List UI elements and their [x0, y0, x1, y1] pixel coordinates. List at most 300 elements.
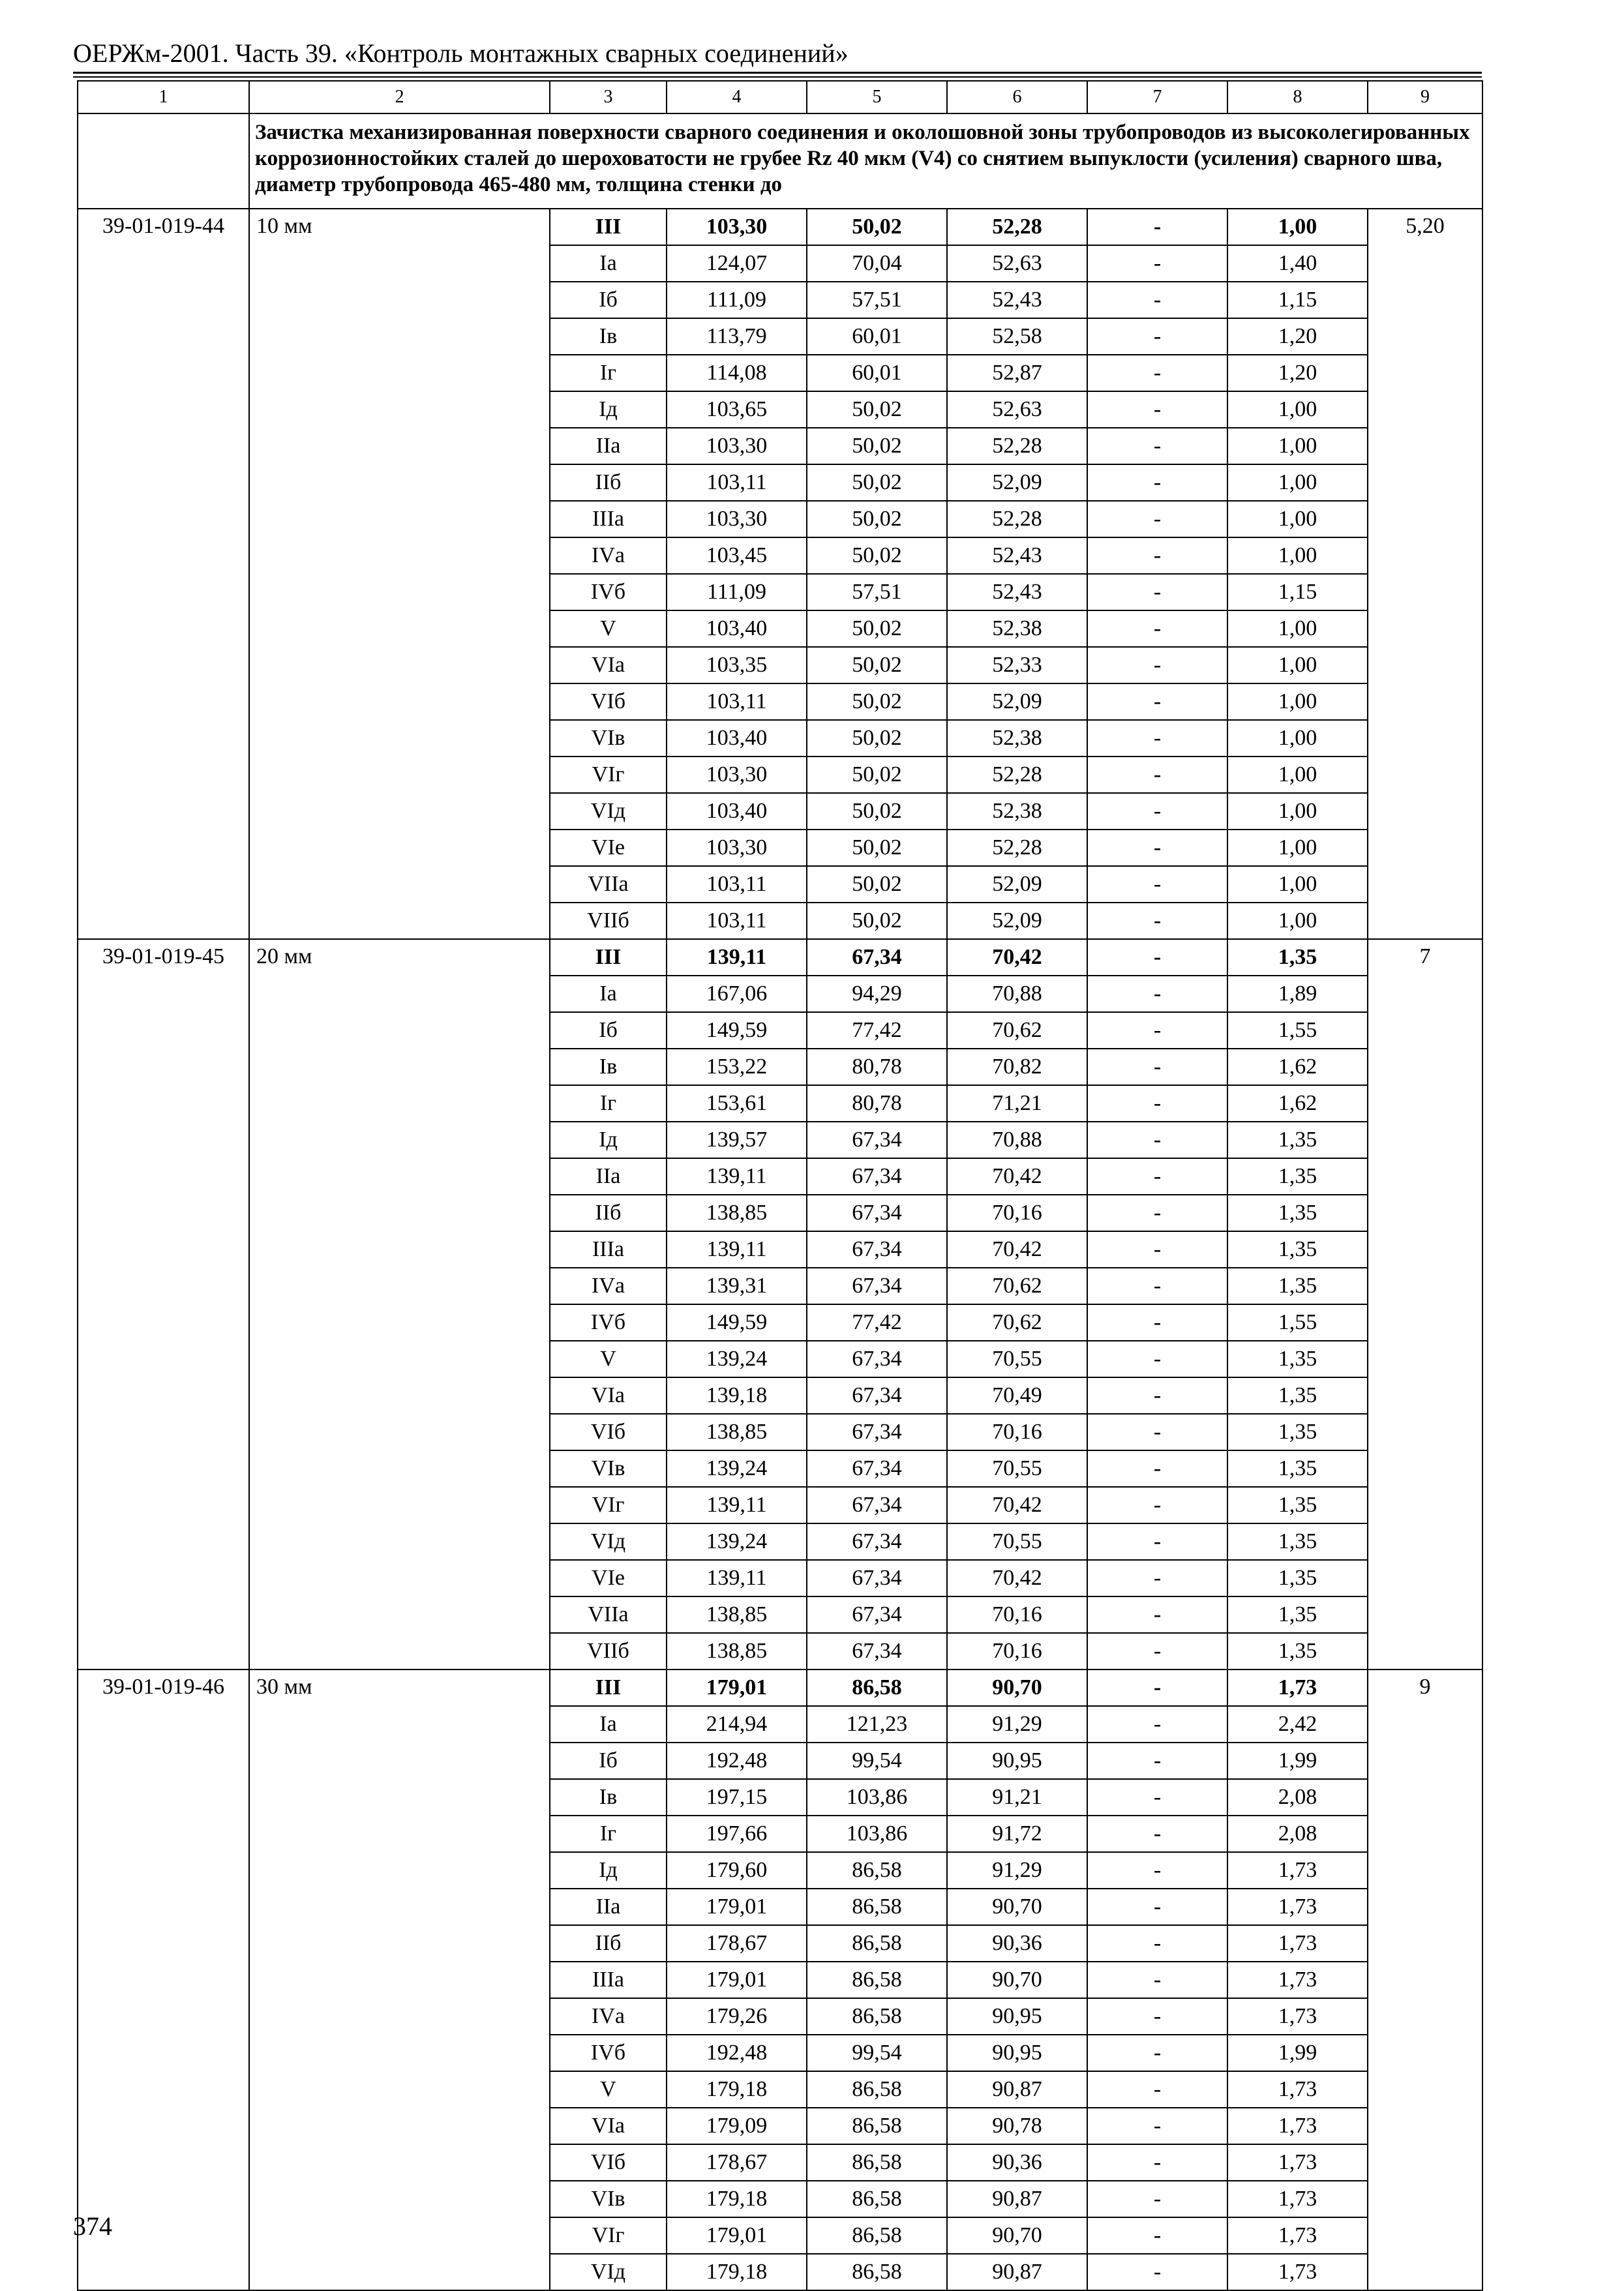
value-col4: 114,08 [667, 355, 807, 391]
zone-cell: IIа [550, 1158, 667, 1195]
value-col6: 70,42 [947, 1487, 1087, 1523]
zone-cell: IIIа [550, 1231, 667, 1268]
value-col6: 70,42 [947, 1560, 1087, 1596]
value-col8: 1,73 [1227, 1925, 1368, 1962]
value-col7: - [1087, 1633, 1227, 1670]
section-title-spacer [78, 113, 249, 209]
value-col8: 1,00 [1227, 428, 1368, 464]
value-col5: 70,04 [807, 245, 947, 282]
zone-cell: Iб [550, 1012, 667, 1049]
norms-table [77, 80, 1483, 2291]
value-col4: 103,40 [667, 610, 807, 647]
value-col8: 1,00 [1227, 391, 1368, 428]
value-col7: - [1087, 1268, 1227, 1304]
value-col7: - [1087, 976, 1227, 1012]
value-col4: 103,40 [667, 720, 807, 756]
value-col5: 60,01 [807, 318, 947, 355]
value-col4: 139,18 [667, 1377, 807, 1414]
value-col5: 67,34 [807, 939, 947, 976]
value-col8: 1,73 [1227, 1670, 1368, 1706]
value-col6: 52,09 [947, 866, 1087, 903]
value-col8: 1,55 [1227, 1304, 1368, 1341]
value-col7: - [1087, 428, 1227, 464]
table-row [78, 1670, 1482, 1706]
value-col4: 103,35 [667, 647, 807, 683]
value-col5: 67,34 [807, 1341, 947, 1377]
value-col4: 139,24 [667, 1341, 807, 1377]
value-col7: - [1087, 1122, 1227, 1158]
value-col8: 1,00 [1227, 647, 1368, 683]
wall-thickness: 10 мм [249, 209, 550, 939]
zone-cell: Iа [550, 1706, 667, 1743]
value-col4: 179,09 [667, 2108, 807, 2144]
value-col7: - [1087, 1670, 1227, 1706]
value-col7: - [1087, 209, 1227, 245]
value-col4: 139,24 [667, 1450, 807, 1487]
zone-cell: IVб [550, 1304, 667, 1341]
value-col6: 70,42 [947, 1231, 1087, 1268]
column-number: 3 [550, 81, 667, 113]
zone-cell: IVа [550, 1268, 667, 1304]
value-col6: 70,82 [947, 1049, 1087, 1085]
value-col6: 52,33 [947, 647, 1087, 683]
value-col6: 91,72 [947, 1816, 1087, 1852]
zone-cell: Iг [550, 355, 667, 391]
zone-cell: V [550, 610, 667, 647]
value-col4: 139,24 [667, 1523, 807, 1560]
value-col5: 99,54 [807, 1743, 947, 1779]
value-col4: 179,26 [667, 1998, 807, 2035]
value-col7: - [1087, 2071, 1227, 2108]
value-col5: 86,58 [807, 1670, 947, 1706]
value-col6: 90,36 [947, 2144, 1087, 2181]
value-col9: 5,20 [1368, 209, 1482, 939]
column-number: 9 [1368, 81, 1482, 113]
value-col6: 70,88 [947, 976, 1087, 1012]
value-col4: 103,11 [667, 683, 807, 720]
value-col8: 1,73 [1227, 2071, 1368, 2108]
value-col8: 2,08 [1227, 1779, 1368, 1816]
value-col5: 121,23 [807, 1706, 947, 1743]
value-col7: - [1087, 1998, 1227, 2035]
value-col8: 1,62 [1227, 1049, 1368, 1085]
value-col7: - [1087, 1816, 1227, 1852]
value-col8: 1,35 [1227, 1523, 1368, 1560]
value-col7: - [1087, 1085, 1227, 1122]
value-col7: - [1087, 282, 1227, 318]
value-col8: 1,55 [1227, 1012, 1368, 1049]
value-col7: - [1087, 1852, 1227, 1889]
zone-cell: Iв [550, 1779, 667, 1816]
value-col4: 153,22 [667, 1049, 807, 1085]
value-col7: - [1087, 355, 1227, 391]
value-col8: 1,35 [1227, 1231, 1368, 1268]
value-col6: 52,28 [947, 756, 1087, 793]
value-col4: 197,15 [667, 1779, 807, 1816]
zone-cell: IIб [550, 1195, 667, 1231]
value-col6: 52,43 [947, 574, 1087, 610]
zone-cell: Iб [550, 1743, 667, 1779]
zone-cell: IIа [550, 428, 667, 464]
value-col8: 1,00 [1227, 610, 1368, 647]
value-col5: 57,51 [807, 282, 947, 318]
value-col7: - [1087, 1962, 1227, 1998]
value-col7: - [1087, 2217, 1227, 2254]
value-col5: 50,02 [807, 683, 947, 720]
zone-cell: IVа [550, 537, 667, 574]
value-col5: 86,58 [807, 1998, 947, 2035]
value-col6: 52,28 [947, 830, 1087, 866]
running-header: ОЕРЖм-2001. Часть 39. «Контроль монтажных сварных соединений» [73, 38, 849, 68]
value-col7: - [1087, 464, 1227, 501]
value-col8: 1,35 [1227, 939, 1368, 976]
value-col6: 70,16 [947, 1414, 1087, 1450]
value-col8: 1,00 [1227, 756, 1368, 793]
value-col4: 113,79 [667, 318, 807, 355]
value-col4: 179,18 [667, 2254, 807, 2290]
value-col6: 91,29 [947, 1706, 1087, 1743]
value-col7: - [1087, 1304, 1227, 1341]
value-col8: 1,35 [1227, 1450, 1368, 1487]
value-col6: 52,63 [947, 391, 1087, 428]
table-row [78, 939, 1482, 976]
value-col8: 1,62 [1227, 1085, 1368, 1122]
value-col4: 179,01 [667, 1889, 807, 1925]
zone-cell: VIб [550, 2144, 667, 2181]
zone-cell: IIа [550, 1889, 667, 1925]
page-number: 374 [73, 2211, 112, 2241]
zone-cell: VIе [550, 830, 667, 866]
value-col5: 99,54 [807, 2035, 947, 2071]
header-rule [73, 72, 1482, 74]
value-col5: 50,02 [807, 501, 947, 537]
zone-cell: VIб [550, 1414, 667, 1450]
value-col4: 214,94 [667, 1706, 807, 1743]
value-col5: 103,86 [807, 1779, 947, 1816]
value-col4: 138,85 [667, 1596, 807, 1633]
zone-cell: VIг [550, 756, 667, 793]
zone-cell: VIд [550, 2254, 667, 2290]
value-col7: - [1087, 756, 1227, 793]
zone-cell: VIд [550, 793, 667, 830]
value-col6: 70,49 [947, 1377, 1087, 1414]
value-col8: 1,73 [1227, 2108, 1368, 2144]
value-col8: 1,20 [1227, 355, 1368, 391]
value-col9: 9 [1368, 1670, 1482, 2290]
zone-cell: Iд [550, 391, 667, 428]
value-col4: 103,45 [667, 537, 807, 574]
value-col6: 70,42 [947, 939, 1087, 976]
zone-cell: VIв [550, 2181, 667, 2217]
value-col8: 1,00 [1227, 683, 1368, 720]
value-col4: 153,61 [667, 1085, 807, 1122]
value-col8: 1,73 [1227, 1889, 1368, 1925]
zone-cell: III [550, 1670, 667, 1706]
value-col5: 67,34 [807, 1122, 947, 1158]
value-col5: 86,58 [807, 1925, 947, 1962]
value-col8: 1,73 [1227, 1998, 1368, 2035]
value-col6: 52,09 [947, 903, 1087, 939]
value-col6: 90,87 [947, 2254, 1087, 2290]
value-col4: 197,66 [667, 1816, 807, 1852]
value-col7: - [1087, 1377, 1227, 1414]
value-col4: 149,59 [667, 1304, 807, 1341]
value-col7: - [1087, 1231, 1227, 1268]
value-col5: 77,42 [807, 1012, 947, 1049]
value-col8: 1,00 [1227, 720, 1368, 756]
value-col6: 52,63 [947, 245, 1087, 282]
value-col5: 86,58 [807, 2181, 947, 2217]
value-col6: 70,62 [947, 1012, 1087, 1049]
value-col7: - [1087, 1925, 1227, 1962]
value-col7: - [1087, 1341, 1227, 1377]
value-col8: 1,00 [1227, 866, 1368, 903]
value-col5: 50,02 [807, 720, 947, 756]
value-col4: 178,67 [667, 2144, 807, 2181]
column-number: 4 [667, 81, 807, 113]
zone-cell: IVа [550, 1998, 667, 2035]
value-col7: - [1087, 1560, 1227, 1596]
section-title: Зачистка механизированная поверхности сварного соединения и околошовной зоны трубопроводов из высоколегированных коррозионностойких сталей до шероховатости не грубее Rz 40 мкм (V4) со снятием выпуклости (усиления) сварного шва, диаметр трубопровода 465-480 мм, толщина стенки до [249, 113, 1482, 209]
column-number: 7 [1087, 81, 1227, 113]
zone-cell: V [550, 2071, 667, 2108]
value-col4: 192,48 [667, 1743, 807, 1779]
value-col7: - [1087, 793, 1227, 830]
value-col8: 1,73 [1227, 2144, 1368, 2181]
zone-cell: IIIа [550, 501, 667, 537]
value-col7: - [1087, 1414, 1227, 1450]
value-col5: 50,02 [807, 537, 947, 574]
value-col8: 1,00 [1227, 793, 1368, 830]
value-col4: 103,30 [667, 501, 807, 537]
value-col8: 1,35 [1227, 1560, 1368, 1596]
value-col7: - [1087, 391, 1227, 428]
value-col4: 139,11 [667, 1560, 807, 1596]
value-col6: 52,38 [947, 720, 1087, 756]
value-col8: 1,35 [1227, 1122, 1368, 1158]
value-col5: 67,34 [807, 1195, 947, 1231]
value-col7: - [1087, 2144, 1227, 2181]
column-number-row [78, 81, 1482, 113]
value-col6: 52,43 [947, 537, 1087, 574]
value-col6: 70,55 [947, 1341, 1087, 1377]
zone-cell: VIIа [550, 1596, 667, 1633]
value-col8: 1,73 [1227, 2254, 1368, 2290]
value-col5: 50,02 [807, 793, 947, 830]
value-col5: 67,34 [807, 1633, 947, 1670]
value-col8: 1,35 [1227, 1195, 1368, 1231]
value-col5: 67,34 [807, 1596, 947, 1633]
value-col6: 52,28 [947, 209, 1087, 245]
value-col4: 124,07 [667, 245, 807, 282]
value-col4: 139,11 [667, 939, 807, 976]
zone-cell: VIIб [550, 903, 667, 939]
value-col6: 70,55 [947, 1450, 1087, 1487]
value-col5: 67,34 [807, 1523, 947, 1560]
value-col5: 50,02 [807, 391, 947, 428]
value-col7: - [1087, 866, 1227, 903]
value-col6: 90,95 [947, 1743, 1087, 1779]
value-col5: 86,58 [807, 2144, 947, 2181]
value-col4: 103,40 [667, 793, 807, 830]
value-col7: - [1087, 2108, 1227, 2144]
value-col4: 139,57 [667, 1122, 807, 1158]
value-col7: - [1087, 610, 1227, 647]
value-col7: - [1087, 1195, 1227, 1231]
value-col7: - [1087, 2254, 1227, 2290]
value-col5: 50,02 [807, 428, 947, 464]
value-col4: 179,01 [667, 2217, 807, 2254]
value-col5: 67,34 [807, 1158, 947, 1195]
value-col8: 1,35 [1227, 1268, 1368, 1304]
zone-cell: IVб [550, 2035, 667, 2071]
value-col8: 1,35 [1227, 1158, 1368, 1195]
value-col8: 1,73 [1227, 1852, 1368, 1889]
value-col8: 1,00 [1227, 903, 1368, 939]
value-col5: 50,02 [807, 209, 947, 245]
zone-cell: VIIб [550, 1633, 667, 1670]
value-col8: 1,00 [1227, 209, 1368, 245]
value-col5: 50,02 [807, 830, 947, 866]
value-col5: 86,58 [807, 1889, 947, 1925]
rate-code: 39-01-019-44 [78, 209, 249, 939]
value-col4: 138,85 [667, 1414, 807, 1450]
value-col5: 67,34 [807, 1231, 947, 1268]
value-col8: 1,99 [1227, 1743, 1368, 1779]
value-col7: - [1087, 245, 1227, 282]
value-col7: - [1087, 830, 1227, 866]
value-col9: 7 [1368, 939, 1482, 1670]
value-col6: 70,55 [947, 1523, 1087, 1560]
value-col8: 1,35 [1227, 1377, 1368, 1414]
zone-cell: VIIа [550, 866, 667, 903]
value-col4: 103,30 [667, 209, 807, 245]
value-col7: - [1087, 2181, 1227, 2217]
value-col7: - [1087, 647, 1227, 683]
value-col8: 1,73 [1227, 2181, 1368, 2217]
value-col4: 178,67 [667, 1925, 807, 1962]
zone-cell: IIIа [550, 1962, 667, 1998]
column-number: 2 [249, 81, 550, 113]
value-col7: - [1087, 1049, 1227, 1085]
value-col5: 67,34 [807, 1377, 947, 1414]
value-col4: 103,65 [667, 391, 807, 428]
value-col6: 52,09 [947, 464, 1087, 501]
value-col6: 52,38 [947, 793, 1087, 830]
value-col4: 103,30 [667, 830, 807, 866]
value-col8: 1,73 [1227, 2217, 1368, 2254]
value-col5: 94,29 [807, 976, 947, 1012]
value-col6: 90,70 [947, 2217, 1087, 2254]
value-col6: 52,38 [947, 610, 1087, 647]
value-col5: 67,34 [807, 1487, 947, 1523]
value-col5: 50,02 [807, 866, 947, 903]
value-col4: 139,11 [667, 1231, 807, 1268]
value-col4: 179,01 [667, 1962, 807, 1998]
zone-cell: IVб [550, 574, 667, 610]
value-col7: - [1087, 1523, 1227, 1560]
value-col5: 86,58 [807, 2071, 947, 2108]
value-col7: - [1087, 501, 1227, 537]
section-title-row [78, 113, 1482, 209]
value-col6: 70,16 [947, 1596, 1087, 1633]
value-col8: 1,35 [1227, 1341, 1368, 1377]
value-col5: 67,34 [807, 1560, 947, 1596]
value-col5: 50,02 [807, 464, 947, 501]
value-col7: - [1087, 1487, 1227, 1523]
value-col7: - [1087, 683, 1227, 720]
value-col7: - [1087, 1889, 1227, 1925]
zone-cell: Iг [550, 1085, 667, 1122]
value-col5: 67,34 [807, 1268, 947, 1304]
rate-code: 39-01-019-45 [78, 939, 249, 1670]
zone-cell: Iд [550, 1122, 667, 1158]
value-col5: 60,01 [807, 355, 947, 391]
zone-cell: VIв [550, 720, 667, 756]
value-col8: 1,20 [1227, 318, 1368, 355]
zone-cell: Iб [550, 282, 667, 318]
value-col8: 1,15 [1227, 282, 1368, 318]
zone-cell: VIа [550, 2108, 667, 2144]
value-col4: 103,30 [667, 428, 807, 464]
value-col7: - [1087, 720, 1227, 756]
value-col4: 103,30 [667, 756, 807, 793]
zone-cell: IIб [550, 1925, 667, 1962]
value-col5: 103,86 [807, 1816, 947, 1852]
value-col4: 192,48 [667, 2035, 807, 2071]
value-col4: 149,59 [667, 1012, 807, 1049]
value-col8: 1,00 [1227, 464, 1368, 501]
value-col5: 86,58 [807, 2108, 947, 2144]
value-col6: 52,43 [947, 282, 1087, 318]
value-col6: 90,36 [947, 1925, 1087, 1962]
zone-cell: VIа [550, 1377, 667, 1414]
value-col5: 80,78 [807, 1085, 947, 1122]
zone-cell: VIг [550, 1487, 667, 1523]
value-col4: 167,06 [667, 976, 807, 1012]
value-col8: 1,00 [1227, 830, 1368, 866]
value-col5: 86,58 [807, 2254, 947, 2290]
value-col6: 90,70 [947, 1962, 1087, 1998]
value-col6: 91,21 [947, 1779, 1087, 1816]
value-col5: 86,58 [807, 2217, 947, 2254]
zone-cell: III [550, 209, 667, 245]
value-col6: 90,87 [947, 2181, 1087, 2217]
zone-cell: VIб [550, 683, 667, 720]
value-col5: 67,34 [807, 1450, 947, 1487]
header-rule-thin [73, 76, 1482, 78]
value-col8: 1,00 [1227, 537, 1368, 574]
value-col8: 1,89 [1227, 976, 1368, 1012]
value-col4: 179,18 [667, 2071, 807, 2108]
value-col4: 103,11 [667, 903, 807, 939]
zone-cell: IIб [550, 464, 667, 501]
value-col7: - [1087, 1450, 1227, 1487]
zone-cell: VIг [550, 2217, 667, 2254]
value-col4: 138,85 [667, 1633, 807, 1670]
zone-cell: Iа [550, 976, 667, 1012]
value-col4: 139,31 [667, 1268, 807, 1304]
value-col7: - [1087, 1779, 1227, 1816]
value-col8: 2,42 [1227, 1706, 1368, 1743]
value-col4: 179,60 [667, 1852, 807, 1889]
zone-cell: VIд [550, 1523, 667, 1560]
value-col4: 111,09 [667, 574, 807, 610]
value-col7: - [1087, 1743, 1227, 1779]
value-col8: 1,35 [1227, 1414, 1368, 1450]
value-col6: 52,58 [947, 318, 1087, 355]
value-col8: 1,40 [1227, 245, 1368, 282]
